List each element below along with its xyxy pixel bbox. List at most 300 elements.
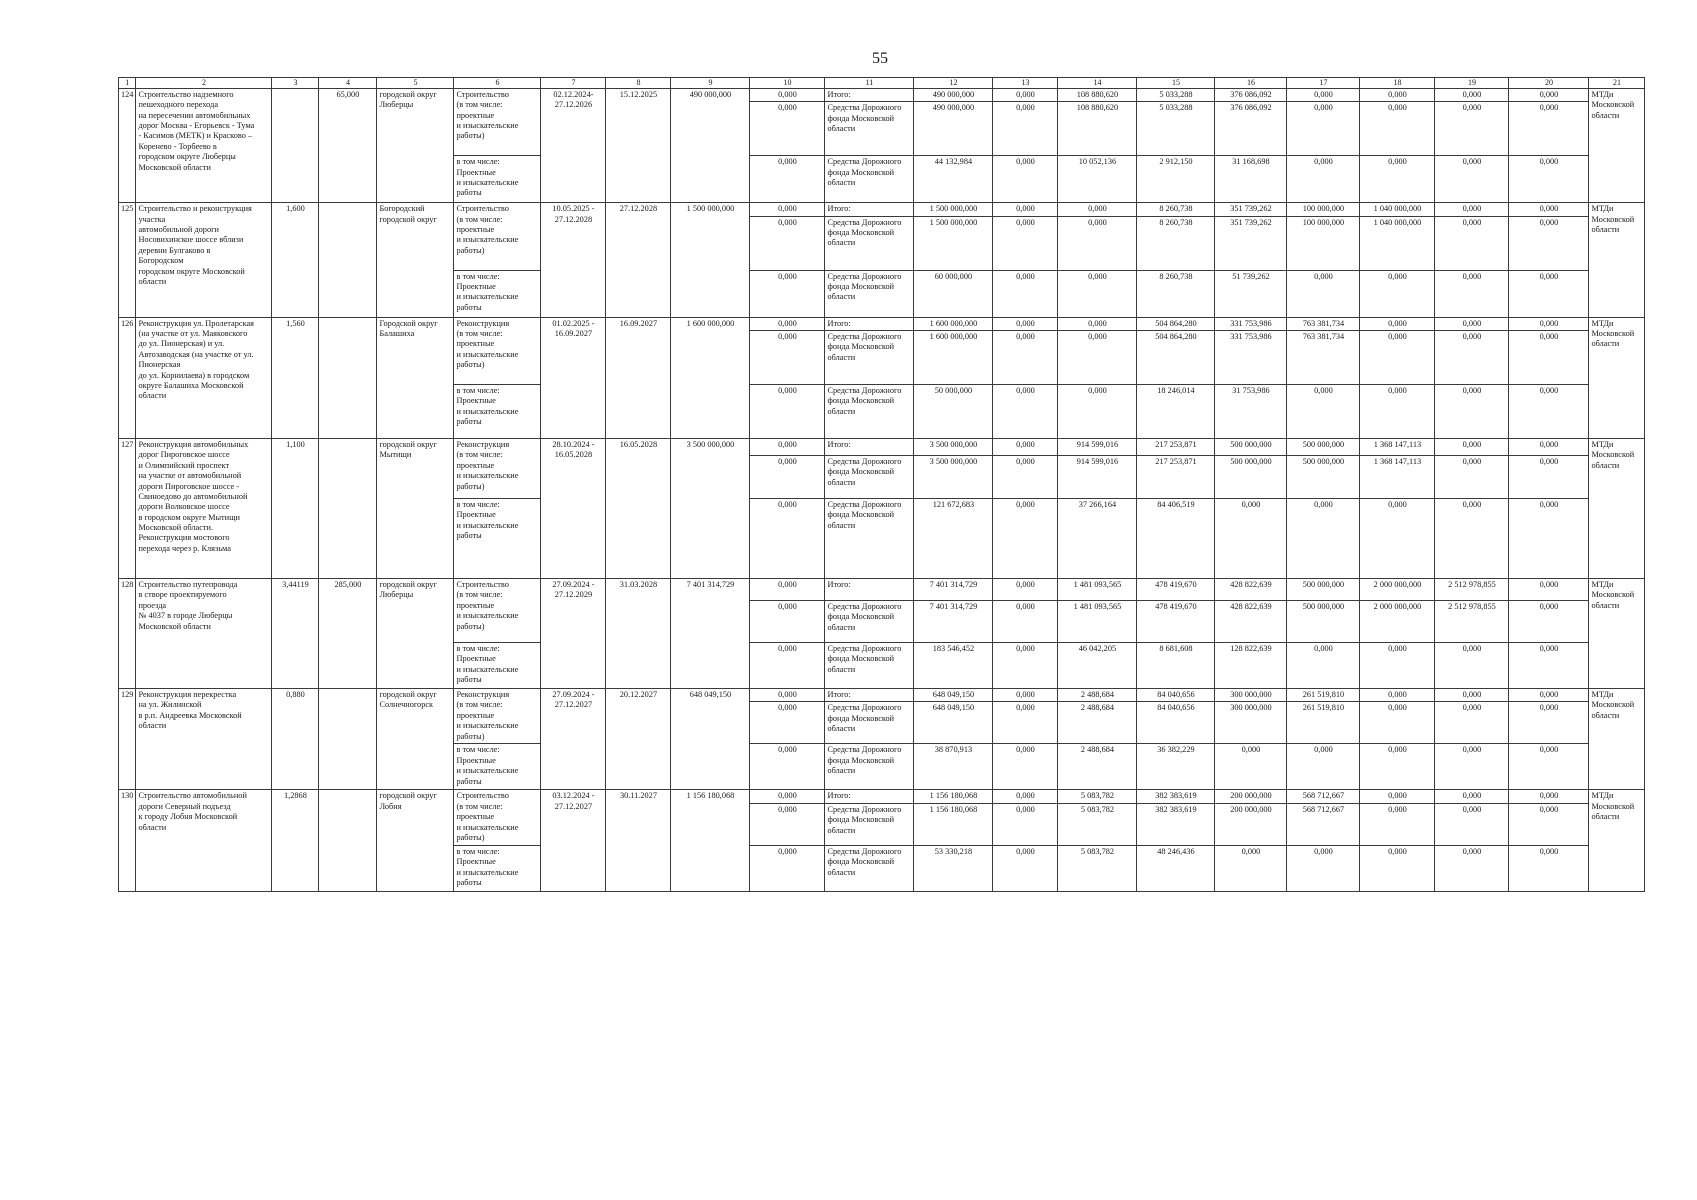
customer: МТДи Московской области (1589, 579, 1645, 689)
amount-cell: 568 712,667 (1287, 803, 1360, 845)
amount-cell: 0,000 (1435, 102, 1509, 156)
financed-amount: 0,000 (750, 845, 825, 891)
amount-cell: 200 000,000 (1215, 790, 1287, 803)
amount-cell: 2 912,150 (1137, 156, 1215, 203)
amount-cell: 3 500 000,000 (914, 456, 993, 499)
amount-cell: 0,000 (1509, 317, 1589, 330)
work-type: Строительство (в том числе: проектные и изыскательские работы) (454, 579, 541, 643)
amount-cell: 50 000,000 (914, 385, 993, 439)
amount-cell: 0,000 (1509, 89, 1589, 102)
amount-cell: 500 000,000 (1287, 439, 1360, 456)
amount-cell: 1 481 093,565 (1058, 601, 1137, 643)
capacity-m (319, 439, 377, 579)
amount-cell: 53 330,218 (914, 845, 993, 891)
district: городской округ Мытищи (377, 439, 454, 579)
amount-cell: 217 253,871 (1137, 456, 1215, 499)
capacity-km (272, 89, 319, 203)
amount-cell: 100 000,000 (1287, 216, 1360, 270)
funding-source: Средства Дорожного фонда Московской области (825, 601, 914, 643)
financed-amount: 0,000 (750, 803, 825, 845)
customer: МТДи Московской области (1589, 203, 1645, 317)
amount-cell: 200 000,000 (1215, 803, 1287, 845)
amount-cell: 0,000 (1360, 499, 1435, 579)
program-table (118, 77, 1645, 892)
amount-cell: 84 406,519 (1137, 499, 1215, 579)
object-name: Строительство надземного пешеходного перехода на пересечении автомобильных дорог Москва - Егорьевск - Тума - Касимов (МЕТК) и Красково – Коренево - Торбеево в городском округе Люберцы Московской области (136, 89, 272, 203)
work-type: Строительство (в том числе: проектные и изыскательские работы) (454, 203, 541, 270)
column-number: 2 (136, 78, 272, 89)
amount-cell: 0,000 (1058, 331, 1137, 385)
amount-cell: 0,000 (1435, 702, 1509, 744)
amount-cell: 0,000 (1360, 102, 1435, 156)
amount-cell: 0,000 (1360, 156, 1435, 203)
amount-cell: 1 600 000,000 (914, 331, 993, 385)
amount-cell: 0,000 (1287, 270, 1360, 317)
financed-amount: 0,000 (750, 601, 825, 643)
amount-cell: 0,000 (1360, 317, 1435, 330)
column-number: 21 (1589, 78, 1645, 89)
amount-cell: 428 822,639 (1215, 601, 1287, 643)
capacity-km: 1,600 (272, 203, 319, 317)
table-row (119, 790, 1645, 803)
amount-cell: 1 156 180,068 (914, 803, 993, 845)
amount-cell: 1 500 000,000 (914, 216, 993, 270)
work-period: 01.02.2025 - 16.09.2027 (541, 317, 606, 438)
financed-amount: 0,000 (750, 499, 825, 579)
amount-cell: 0,000 (1360, 689, 1435, 702)
amount-cell: 0,000 (1509, 579, 1589, 601)
amount-cell: 331 753,986 (1215, 331, 1287, 385)
amount-cell: 648 049,150 (914, 689, 993, 702)
amount-cell: 0,000 (1215, 845, 1287, 891)
object-name: Строительство путепровода в створе проектируемого проезда № 4037 в городе Люберцы Московской области (136, 579, 272, 689)
customer: МТДи Московской области (1589, 317, 1645, 438)
amount-cell: 0,000 (1435, 456, 1509, 499)
amount-cell: 0,000 (1435, 203, 1509, 216)
amount-cell: 8 260,738 (1137, 270, 1215, 317)
column-number: 1 (119, 78, 136, 89)
funding-source: Итого: (825, 317, 914, 330)
amount-cell: 0,000 (1435, 270, 1509, 317)
column-number: 8 (606, 78, 671, 89)
object-cost: 1 500 000,000 (671, 203, 750, 317)
district: Богородский городской округ (377, 203, 454, 317)
amount-cell: 914 599,016 (1058, 439, 1137, 456)
amount-cell: 382 383,619 (1137, 790, 1215, 803)
amount-cell: 3 500 000,000 (914, 439, 993, 456)
amount-cell: 0,000 (1360, 643, 1435, 689)
object-cost: 1 600 000,000 (671, 317, 750, 438)
object-number: 125 (119, 203, 136, 317)
amount-cell: 1 040 000,000 (1360, 216, 1435, 270)
table-row (119, 439, 1645, 456)
work-type-subtotal: в том числе: Проектные и изыскательские работы (454, 499, 541, 579)
commissioning-date: 15.12.2025 (606, 89, 671, 203)
object-cost: 3 500 000,000 (671, 439, 750, 579)
amount-cell: 300 000,000 (1215, 702, 1287, 744)
column-number: 14 (1058, 78, 1137, 89)
object-number: 127 (119, 439, 136, 579)
funding-source: Средства Дорожного фонда Московской области (825, 456, 914, 499)
amount-cell: 0,000 (1509, 845, 1589, 891)
amount-cell: 128 822,639 (1215, 643, 1287, 689)
capacity-m (319, 790, 377, 891)
commissioning-date: 27.12.2028 (606, 203, 671, 317)
amount-cell: 376 086,092 (1215, 102, 1287, 156)
amount-cell: 0,000 (1058, 203, 1137, 216)
work-type: Строительство (в том числе: проектные и изыскательские работы) (454, 89, 541, 156)
amount-cell: 36 382,229 (1137, 744, 1215, 790)
district: Городской округ Балашиха (377, 317, 454, 438)
financed-amount: 0,000 (750, 456, 825, 499)
commissioning-date: 20.12.2027 (606, 689, 671, 790)
column-number: 12 (914, 78, 993, 89)
amount-cell: 7 401 314,729 (914, 579, 993, 601)
column-number: 13 (993, 78, 1058, 89)
amount-cell: 0,000 (993, 385, 1058, 439)
amount-cell: 0,000 (993, 203, 1058, 216)
amount-cell: 1 368 147,113 (1360, 456, 1435, 499)
work-type-subtotal: в том числе: Проектные и изыскательские работы (454, 845, 541, 891)
amount-cell: 0,000 (993, 331, 1058, 385)
amount-cell: 31 753,986 (1215, 385, 1287, 439)
amount-cell: 51 739,262 (1215, 270, 1287, 317)
table-row (119, 579, 1645, 601)
amount-cell: 0,000 (1360, 744, 1435, 790)
funding-source: Средства Дорожного фонда Московской области (825, 331, 914, 385)
amount-cell: 108 880,620 (1058, 89, 1137, 102)
amount-cell: 5 083,782 (1058, 803, 1137, 845)
amount-cell: 0,000 (1435, 643, 1509, 689)
amount-cell: 0,000 (1058, 270, 1137, 317)
funding-source: Средства Дорожного фонда Московской области (825, 156, 914, 203)
amount-cell: 0,000 (1509, 203, 1589, 216)
district: городской округ Люберцы (377, 89, 454, 203)
amount-cell: 44 132,984 (914, 156, 993, 203)
amount-cell: 0,000 (1509, 439, 1589, 456)
column-number: 5 (377, 78, 454, 89)
amount-cell: 568 712,667 (1287, 790, 1360, 803)
amount-cell: 648 049,150 (914, 702, 993, 744)
column-number: 10 (750, 78, 825, 89)
amount-cell: 0,000 (1360, 845, 1435, 891)
funding-source: Средства Дорожного фонда Московской области (825, 744, 914, 790)
object-number: 130 (119, 790, 136, 891)
object-name: Реконструкция перекрестка на ул. Жилинской в р.п. Андреевка Московской области (136, 689, 272, 790)
funding-source: Средства Дорожного фонда Московской области (825, 499, 914, 579)
financed-amount: 0,000 (750, 317, 825, 330)
work-period: 10.05.2025 - 27.12.2028 (541, 203, 606, 317)
object-name: Строительство автомобильной дороги Северный подъезд к городу Лобня Московской области (136, 790, 272, 891)
amount-cell: 0,000 (1287, 102, 1360, 156)
funding-source: Средства Дорожного фонда Московской области (825, 845, 914, 891)
amount-cell: 0,000 (1435, 216, 1509, 270)
amount-cell: 0,000 (993, 702, 1058, 744)
amount-cell: 0,000 (1435, 331, 1509, 385)
column-number: 7 (541, 78, 606, 89)
work-period: 28.10.2024 - 16.05.2028 (541, 439, 606, 579)
amount-cell: 0,000 (1509, 499, 1589, 579)
amount-cell: 2 000 000,000 (1360, 601, 1435, 643)
object-cost: 1 156 180,068 (671, 790, 750, 891)
financed-amount: 0,000 (750, 689, 825, 702)
amount-cell: 0,000 (1287, 744, 1360, 790)
amount-cell: 0,000 (1509, 456, 1589, 499)
financed-amount: 0,000 (750, 790, 825, 803)
financed-amount: 0,000 (750, 385, 825, 439)
amount-cell: 108 880,620 (1058, 102, 1137, 156)
amount-cell: 0,000 (1435, 803, 1509, 845)
capacity-m: 65,000 (319, 89, 377, 203)
work-type: Строительство (в том числе: проектные и изыскательские работы) (454, 790, 541, 845)
work-type: Реконструкция (в том числе: проектные и изыскательские работы) (454, 689, 541, 744)
financed-amount: 0,000 (750, 331, 825, 385)
amount-cell: 31 168,698 (1215, 156, 1287, 203)
amount-cell: 0,000 (993, 156, 1058, 203)
amount-cell: 0,000 (1435, 845, 1509, 891)
column-number: 11 (825, 78, 914, 89)
amount-cell: 0,000 (1287, 845, 1360, 891)
column-number: 20 (1509, 78, 1589, 89)
amount-cell: 0,000 (1360, 89, 1435, 102)
amount-cell: 0,000 (1360, 270, 1435, 317)
amount-cell: 0,000 (1509, 156, 1589, 203)
column-number-row (119, 78, 1645, 89)
work-period: 02.12.2024- 27.12.2026 (541, 89, 606, 203)
amount-cell: 5 083,782 (1058, 845, 1137, 891)
amount-cell: 0,000 (1435, 499, 1509, 579)
table-row (119, 317, 1645, 330)
capacity-m (319, 689, 377, 790)
amount-cell: 0,000 (1435, 744, 1509, 790)
amount-cell: 500 000,000 (1287, 579, 1360, 601)
object-number: 129 (119, 689, 136, 790)
amount-cell: 0,000 (1509, 270, 1589, 317)
column-number: 18 (1360, 78, 1435, 89)
commissioning-date: 30.11.2027 (606, 790, 671, 891)
table-row (119, 89, 1645, 102)
amount-cell: 100 000,000 (1287, 203, 1360, 216)
customer: МТДи Московской области (1589, 439, 1645, 579)
financed-amount: 0,000 (750, 579, 825, 601)
funding-source: Средства Дорожного фонда Московской области (825, 270, 914, 317)
amount-cell: 0,000 (1509, 643, 1589, 689)
work-type-subtotal: в том числе: Проектные и изыскательские работы (454, 385, 541, 439)
commissioning-date: 16.05.2028 (606, 439, 671, 579)
amount-cell: 478 419,670 (1137, 601, 1215, 643)
column-number: 3 (272, 78, 319, 89)
financed-amount: 0,000 (750, 89, 825, 102)
district: городской округ Солнечногорск (377, 689, 454, 790)
object-name: Строительство и реконструкция участка автомобильной дороги Носовихинское шоссе вблизи деревни Булгаково в Богородском городском округе Московской области (136, 203, 272, 317)
funding-source: Средства Дорожного фонда Московской области (825, 216, 914, 270)
amount-cell: 0,000 (1435, 317, 1509, 330)
funding-source: Итого: (825, 689, 914, 702)
amount-cell: 1 368 147,113 (1360, 439, 1435, 456)
amount-cell: 0,000 (993, 803, 1058, 845)
amount-cell: 504 864,280 (1137, 317, 1215, 330)
amount-cell: 0,000 (993, 643, 1058, 689)
object-number: 128 (119, 579, 136, 689)
amount-cell: 121 672,683 (914, 499, 993, 579)
amount-cell: 0,000 (1509, 803, 1589, 845)
financed-amount: 0,000 (750, 203, 825, 216)
amount-cell: 38 870,913 (914, 744, 993, 790)
amount-cell: 0,000 (993, 89, 1058, 102)
amount-cell: 382 383,619 (1137, 803, 1215, 845)
amount-cell: 2 488,684 (1058, 702, 1137, 744)
amount-cell: 0,000 (1287, 156, 1360, 203)
work-type-subtotal: в том числе: Проектные и изыскательские работы (454, 270, 541, 317)
amount-cell: 1 040 000,000 (1360, 203, 1435, 216)
amount-cell: 2 512 978,855 (1435, 601, 1509, 643)
funding-source: Средства Дорожного фонда Московской области (825, 702, 914, 744)
capacity-km: 1,560 (272, 317, 319, 438)
capacity-km: 0,880 (272, 689, 319, 790)
amount-cell: 0,000 (993, 216, 1058, 270)
work-type-subtotal: в том числе: Проектные и изыскательские работы (454, 643, 541, 689)
financed-amount: 0,000 (750, 439, 825, 456)
amount-cell: 0,000 (1509, 744, 1589, 790)
work-type: Реконструкция (в том числе: проектные и изыскательские работы) (454, 317, 541, 384)
customer: МТДи Московской области (1589, 790, 1645, 891)
district: городской округ Лобня (377, 790, 454, 891)
amount-cell: 376 086,092 (1215, 89, 1287, 102)
amount-cell: 2 000 000,000 (1360, 579, 1435, 601)
object-cost: 490 000,000 (671, 89, 750, 203)
amount-cell: 0,000 (1360, 790, 1435, 803)
amount-cell: 7 401 314,729 (914, 601, 993, 643)
amount-cell: 0,000 (1360, 702, 1435, 744)
funding-source: Итого: (825, 790, 914, 803)
amount-cell: 1 600 000,000 (914, 317, 993, 330)
funding-source: Средства Дорожного фонда Московской области (825, 102, 914, 156)
capacity-km: 1,2868 (272, 790, 319, 891)
amount-cell: 0,000 (1509, 385, 1589, 439)
amount-cell: 217 253,871 (1137, 439, 1215, 456)
amount-cell: 490 000,000 (914, 102, 993, 156)
commissioning-date: 16.09.2027 (606, 317, 671, 438)
column-number: 16 (1215, 78, 1287, 89)
amount-cell: 0,000 (993, 270, 1058, 317)
work-period: 03.12.2024 - 27.12.2027 (541, 790, 606, 891)
amount-cell: 18 246,014 (1137, 385, 1215, 439)
commissioning-date: 31.03.2028 (606, 579, 671, 689)
amount-cell: 0,000 (993, 845, 1058, 891)
amount-cell: 0,000 (1509, 702, 1589, 744)
amount-cell: 300 000,000 (1215, 689, 1287, 702)
amount-cell: 0,000 (1435, 689, 1509, 702)
amount-cell: 0,000 (1058, 216, 1137, 270)
amount-cell: 0,000 (1509, 790, 1589, 803)
funding-source: Итого: (825, 579, 914, 601)
financed-amount: 0,000 (750, 643, 825, 689)
capacity-m: 285,000 (319, 579, 377, 689)
amount-cell: 0,000 (1435, 439, 1509, 456)
amount-cell: 1 156 180,068 (914, 790, 993, 803)
financed-amount: 0,000 (750, 102, 825, 156)
amount-cell: 5 033,288 (1137, 89, 1215, 102)
amount-cell: 5 033,288 (1137, 102, 1215, 156)
amount-cell: 0,000 (993, 579, 1058, 601)
amount-cell: 331 753,986 (1215, 317, 1287, 330)
amount-cell: 84 040,656 (1137, 702, 1215, 744)
amount-cell: 8 681,608 (1137, 643, 1215, 689)
amount-cell: 351 739,262 (1215, 216, 1287, 270)
work-type: Реконструкция (в том числе: проектные и изыскательские работы) (454, 439, 541, 499)
amount-cell: 914 599,016 (1058, 456, 1137, 499)
amount-cell: 0,000 (1215, 499, 1287, 579)
object-cost: 7 401 314,729 (671, 579, 750, 689)
amount-cell: 504 864,280 (1137, 331, 1215, 385)
table-row (119, 689, 1645, 702)
amount-cell: 0,000 (1360, 331, 1435, 385)
funding-source: Итого: (825, 439, 914, 456)
amount-cell: 0,000 (1509, 216, 1589, 270)
column-number: 6 (454, 78, 541, 89)
object-cost: 648 049,150 (671, 689, 750, 790)
amount-cell: 60 000,000 (914, 270, 993, 317)
amount-cell: 2 488,684 (1058, 689, 1137, 702)
work-type-subtotal: в том числе: Проектные и изыскательские работы (454, 156, 541, 203)
work-type-subtotal: в том числе: Проектные и изыскательские работы (454, 744, 541, 790)
amount-cell: 0,000 (1287, 385, 1360, 439)
amount-cell: 261 519,810 (1287, 689, 1360, 702)
amount-cell: 0,000 (1287, 89, 1360, 102)
work-period: 27.09.2024 - 27.12.2027 (541, 689, 606, 790)
column-number: 4 (319, 78, 377, 89)
object-number: 124 (119, 89, 136, 203)
amount-cell: 0,000 (993, 744, 1058, 790)
amount-cell: 500 000,000 (1287, 601, 1360, 643)
column-number: 19 (1435, 78, 1509, 89)
amount-cell: 37 266,164 (1058, 499, 1137, 579)
amount-cell: 261 519,810 (1287, 702, 1360, 744)
amount-cell: 1 481 093,565 (1058, 579, 1137, 601)
amount-cell: 0,000 (993, 102, 1058, 156)
funding-source: Средства Дорожного фонда Московской области (825, 803, 914, 845)
page-number: 55 (872, 50, 888, 67)
capacity-km: 3,44119 (272, 579, 319, 689)
financed-amount: 0,000 (750, 156, 825, 203)
amount-cell: 490 000,000 (914, 89, 993, 102)
funding-source: Средства Дорожного фонда Московской области (825, 385, 914, 439)
funding-source: Средства Дорожного фонда Московской области (825, 643, 914, 689)
amount-cell: 0,000 (993, 499, 1058, 579)
amount-cell: 0,000 (1435, 790, 1509, 803)
amount-cell: 0,000 (993, 456, 1058, 499)
amount-cell: 0,000 (1058, 385, 1137, 439)
amount-cell: 0,000 (993, 790, 1058, 803)
capacity-m (319, 203, 377, 317)
amount-cell: 0,000 (1509, 689, 1589, 702)
amount-cell: 500 000,000 (1215, 439, 1287, 456)
financed-amount: 0,000 (750, 744, 825, 790)
amount-cell: 0,000 (1435, 156, 1509, 203)
column-number: 9 (671, 78, 750, 89)
amount-cell: 0,000 (1509, 102, 1589, 156)
amount-cell: 1 500 000,000 (914, 203, 993, 216)
financed-amount: 0,000 (750, 270, 825, 317)
amount-cell: 5 083,782 (1058, 790, 1137, 803)
amount-cell: 84 040,656 (1137, 689, 1215, 702)
funding-source: Итого: (825, 89, 914, 102)
amount-cell: 0,000 (993, 601, 1058, 643)
amount-cell: 428 822,639 (1215, 579, 1287, 601)
funding-source: Итого: (825, 203, 914, 216)
amount-cell: 0,000 (993, 317, 1058, 330)
amount-cell: 0,000 (993, 439, 1058, 456)
